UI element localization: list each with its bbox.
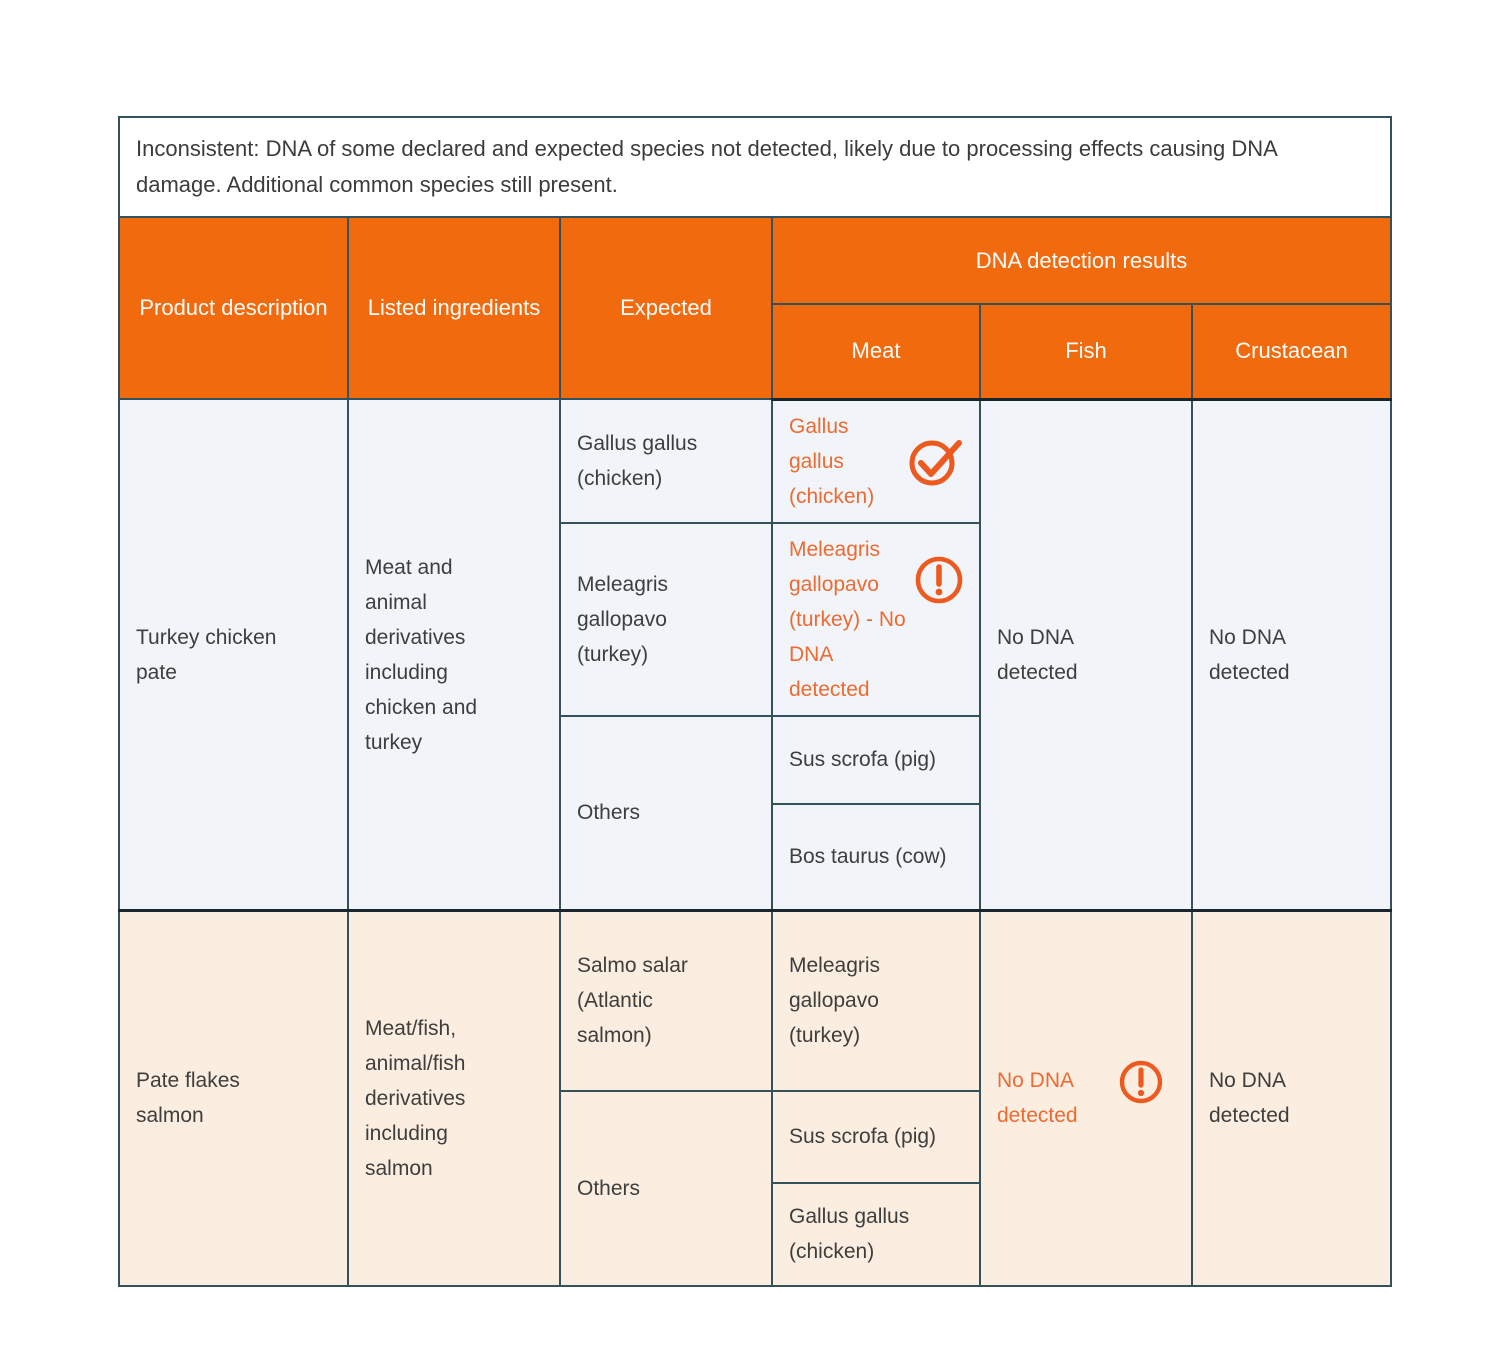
table-caption-text: Inconsistent: DNA of some declared and expected species not detected, likely due to processing effects causing DNA damage. Additional common species still present. <box>136 136 1277 197</box>
table-row <box>119 399 1391 523</box>
ingredients-text: Meat/fish, animal/fish derivatives including salmon <box>365 1016 466 1180</box>
fish-result-cell <box>980 911 1192 1286</box>
expected-species-cell <box>560 716 772 911</box>
meat-result-cell <box>772 911 980 1091</box>
meat-result-text: Meleagris gallopavo (turkey) <box>789 954 881 1048</box>
meat-result-text: Bos taurus (cow) <box>789 845 947 869</box>
ingredients-cell <box>348 399 560 911</box>
meat-result-cell <box>772 399 980 523</box>
table-row <box>119 911 1391 1091</box>
expected-species-text: Others <box>577 801 641 825</box>
meat-result-cell <box>772 1183 980 1286</box>
col-header-dna-detection-results: DNA detection results <box>772 217 1391 304</box>
meat-result-text: Gallus gallus (chicken) <box>789 1205 910 1263</box>
product-name: Pate flakes salmon <box>136 1069 240 1128</box>
meat-result-text: Sus scrofa (pig) <box>789 748 937 771</box>
expected-species-cell <box>560 523 772 716</box>
col-header-fish: Fish <box>980 304 1192 399</box>
meat-result-cell <box>772 1091 980 1183</box>
ingredients-cell <box>348 911 560 1286</box>
crustacean-result-text: No DNA detected <box>1209 625 1290 684</box>
fish-result-text: No DNA detected <box>997 1069 1078 1128</box>
product-name: Turkey chicken pate <box>136 625 277 684</box>
table-caption-cell <box>119 117 1391 217</box>
expected-species-text: Others <box>577 1176 641 1200</box>
expected-species-cell <box>560 399 772 523</box>
col-header-crustacean: Crustacean <box>1192 304 1391 399</box>
meat-result-text: Gallus gallus (chicken) <box>789 414 875 508</box>
product-cell <box>119 399 348 911</box>
expected-species-text: Gallus gallus (chicken) <box>577 431 698 490</box>
meat-result-text: Meleagris gallopavo (turkey) - No DNA detected <box>789 537 906 701</box>
expected-species-cell <box>560 911 772 1091</box>
exclamation-circle-icon <box>1117 1058 1165 1106</box>
caption-row <box>119 117 1391 217</box>
col-header-product-description: Product description <box>119 217 348 399</box>
col-header-meat: Meat <box>772 304 980 399</box>
expected-species-text: Salmo salar (Atlantic salmon) <box>577 954 688 1048</box>
product-cell <box>119 911 348 1286</box>
meat-result-text: Sus scrofa (pig) <box>789 1125 937 1148</box>
dna-results-figure <box>118 116 1392 1287</box>
fish-result-text: No DNA detected <box>997 625 1078 684</box>
crustacean-result-text: No DNA detected <box>1209 1069 1290 1128</box>
exclamation-circle-icon <box>913 554 965 606</box>
meat-result-cell <box>772 804 980 911</box>
row-group-pate-flakes-salmon <box>119 911 1391 1286</box>
meat-result-cell <box>772 523 980 716</box>
check-circle-icon <box>907 435 965 487</box>
meat-result-cell <box>772 716 980 804</box>
crustacean-result-cell <box>1192 911 1391 1286</box>
col-header-expected: Expected <box>560 217 772 399</box>
col-header-listed-ingredients: Listed ingredients <box>348 217 560 399</box>
fish-result-cell <box>980 399 1192 911</box>
ingredients-text: Meat and animal derivatives including chicken and turkey <box>365 555 478 754</box>
crustacean-result-cell <box>1192 399 1391 911</box>
header-row-top <box>119 217 1391 304</box>
expected-species-text: Meleagris gallopavo (turkey) <box>577 572 669 666</box>
row-group-turkey-chicken-pate <box>119 399 1391 911</box>
expected-species-cell <box>560 1091 772 1286</box>
dna-results-table <box>118 116 1392 1287</box>
